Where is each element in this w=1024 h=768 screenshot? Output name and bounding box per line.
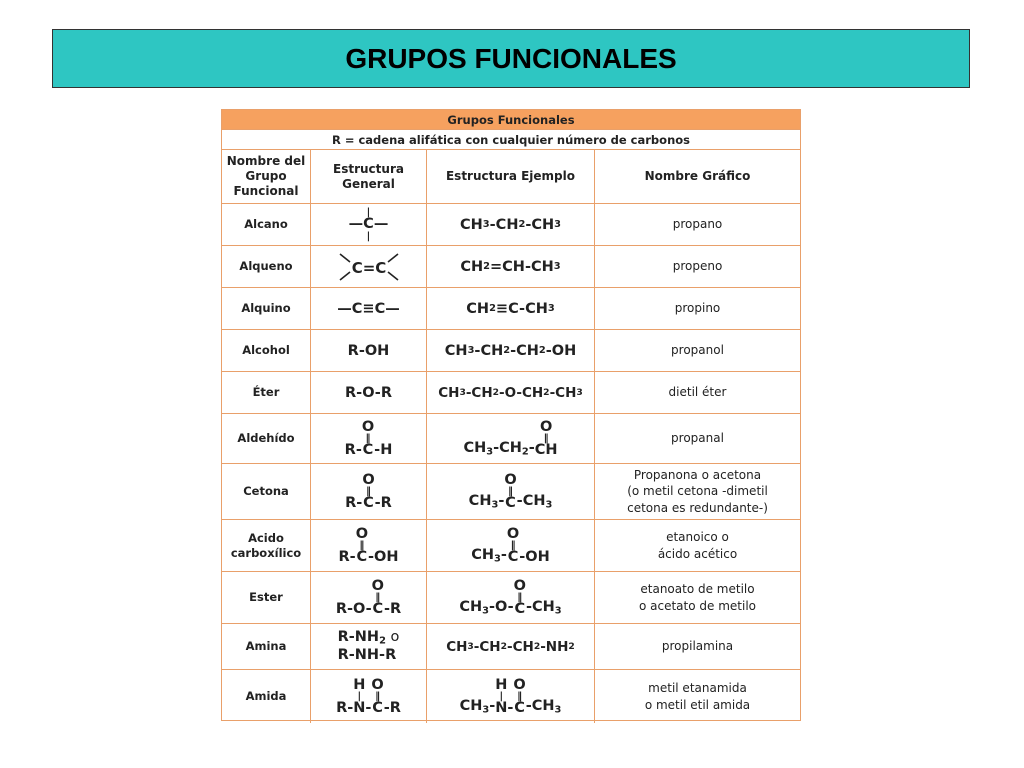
table-row bbox=[222, 246, 800, 288]
group-name: Cetona bbox=[222, 464, 311, 519]
table-subtitle: R = cadena alifática con cualquier número de carbonos bbox=[222, 130, 800, 150]
graphic-name: etanoico o ácido acético bbox=[657, 530, 738, 561]
group-name: Alcohol bbox=[222, 330, 311, 371]
table-row bbox=[222, 670, 800, 723]
graphic-name: propano bbox=[672, 216, 723, 231]
group-name: Aldehído bbox=[222, 414, 311, 463]
table-row bbox=[222, 288, 800, 330]
group-name: Alquino bbox=[222, 288, 311, 329]
header-estructura-ejemplo: Estructura Ejemplo bbox=[427, 150, 595, 203]
example-structure: $CH_3-$ O ‖ C -OH bbox=[427, 520, 595, 571]
general-structure bbox=[311, 246, 427, 287]
group-name: Amina bbox=[222, 624, 311, 669]
table-row bbox=[222, 372, 800, 414]
graphic-name: metil etanamida o metil etil amida bbox=[644, 681, 751, 712]
example-structure: $CH_3-$ H | N - O ‖ C $-CH_3$ bbox=[427, 670, 595, 723]
example-structure: CH 3 -CH 2 -CH 3 bbox=[427, 204, 595, 245]
example-structure: CH 2 ≡C-CH 3 bbox=[427, 288, 595, 329]
group-name: Éter bbox=[222, 372, 311, 413]
table-header-row bbox=[222, 150, 800, 204]
slide-title: GRUPOS FUNCIONALES bbox=[52, 29, 970, 88]
graphic-name: Propanona o acetona (o metil cetona -dimetil cetona es redundante-) bbox=[627, 468, 768, 515]
group-name: Alcano bbox=[222, 204, 311, 245]
example-structure: $CH_3-O-$ O ‖ C $-CH_3$ bbox=[427, 572, 595, 623]
graphic-name: propilamina bbox=[661, 638, 734, 653]
table-row bbox=[222, 464, 800, 520]
general-structure: R-O- O ‖ C -R bbox=[311, 572, 427, 623]
general-structure: $R-NH_2$ o R-NH-R bbox=[311, 624, 427, 669]
graphic-name: propeno bbox=[672, 258, 723, 273]
graphic-name: propanal bbox=[671, 430, 724, 445]
example-structure: $CH_3-CH_2-$ O ‖ CH bbox=[427, 414, 595, 463]
example-structure: CH 3 -CH 2 -CH 2 -NH 2 bbox=[427, 624, 595, 669]
group-name: Ester bbox=[222, 572, 311, 623]
group-name: Amida bbox=[222, 670, 311, 723]
example-structure: CH 3 -CH 2 -CH 2 -OH bbox=[427, 330, 595, 371]
general-structure: R-O-R bbox=[311, 372, 427, 413]
general-structure bbox=[311, 204, 427, 245]
graphic-name: propino bbox=[674, 300, 721, 315]
example-structure: $CH_3-$ O ‖ C $-CH_3$ bbox=[427, 464, 595, 519]
bond-top: | bbox=[366, 207, 371, 219]
functional-groups-table bbox=[221, 109, 801, 721]
svg-text:C=C: C=C bbox=[351, 258, 386, 277]
table-row bbox=[222, 624, 800, 670]
graphic-name: propanol bbox=[671, 342, 724, 357]
table-title: Grupos Funcionales bbox=[222, 110, 800, 130]
group-name: Acido carboxílico bbox=[222, 520, 311, 571]
bond-bottom: | bbox=[366, 230, 371, 242]
example-structure: CH 2 =CH-CH 3 bbox=[427, 246, 595, 287]
graphic-name: dietil éter bbox=[668, 384, 727, 399]
alkene-bonds-icon bbox=[334, 250, 404, 284]
general-structure: R- H | N - O ‖ C -R bbox=[311, 670, 427, 723]
table-row bbox=[222, 204, 800, 246]
general-structure: —C≡C— bbox=[311, 288, 427, 329]
general-structure: R- O ‖ C -OH bbox=[311, 520, 427, 571]
general-structure: R- O ‖ C -R bbox=[311, 464, 427, 519]
general-structure: R- O ‖ C -H bbox=[311, 414, 427, 463]
group-name: Alqueno bbox=[222, 246, 311, 287]
general-structure: R-OH bbox=[311, 330, 427, 371]
table-row bbox=[222, 414, 800, 464]
table-row bbox=[222, 330, 800, 372]
header-estructura-general: Estructura General bbox=[311, 150, 427, 203]
table-row bbox=[222, 520, 800, 572]
header-nombre-grupo: Nombre del Grupo Funcional bbox=[222, 150, 311, 203]
header-nombre-grafico: Nombre Gráfico bbox=[644, 169, 751, 183]
general-formula: —C— bbox=[348, 216, 389, 233]
table-row bbox=[222, 572, 800, 624]
graphic-name: etanoato de metilo o acetato de metilo bbox=[638, 582, 756, 613]
example-structure: CH 3 -CH 2 -O-CH 2 -CH 3 bbox=[427, 372, 595, 413]
